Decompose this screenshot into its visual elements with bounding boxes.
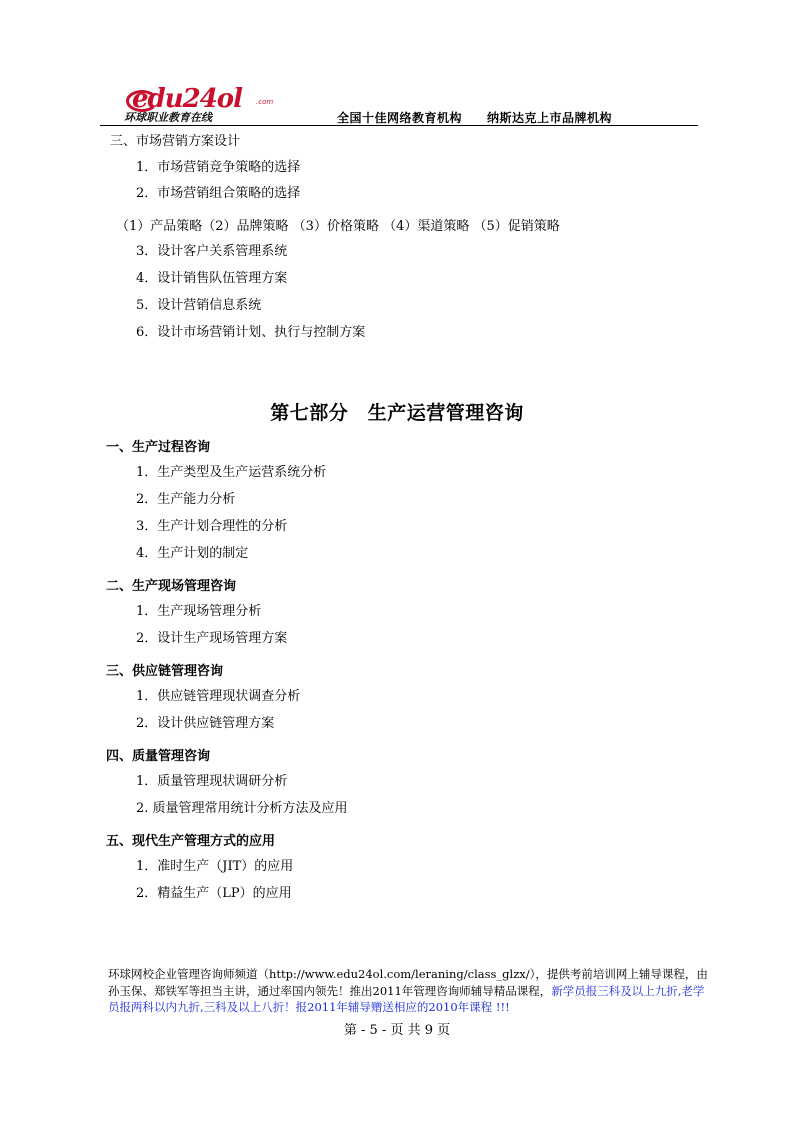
header-rule — [100, 125, 698, 126]
list-item: 2．精益生产（LP）的应用 — [136, 886, 292, 901]
logo-brand: edu24ol — [132, 84, 243, 114]
list-item: 1．生产现场管理分析 — [136, 604, 262, 619]
logo-brand-sub: .com — [256, 98, 274, 106]
list-item: 6．设计市场营销计划、执行与控制方案 — [136, 325, 366, 340]
footer-promo: 新学员报三科及以上九折,老学员报两科以内九折,三科及以上八折！报2011年辅导赠送相应的2010年课程 !!! — [108, 983, 705, 1014]
part-title: 第七部分 生产运营管理咨询 — [270, 402, 524, 424]
list-item: 4．生产计划的制定 — [136, 546, 249, 561]
list-item: 1．市场营销竞争策略的选择 — [136, 160, 301, 175]
list-item: 5．设计营销信息系统 — [136, 298, 262, 313]
page-header — [100, 84, 698, 126]
list-item: 2．设计供应链管理方案 — [136, 716, 275, 731]
section-heading: 四、质量管理咨询 — [106, 749, 211, 764]
edu24ol-logo — [124, 84, 274, 124]
list-item: 3．设计客户关系管理系统 — [136, 244, 288, 259]
footer-note — [108, 966, 708, 1016]
list-item: 4．设计销售队伍管理方案 — [136, 271, 288, 286]
list-item: 2．市场营销组合策略的选择 — [136, 186, 301, 201]
list-item: 1．生产类型及生产运营系统分析 — [136, 465, 327, 480]
list-item: 2．生产能力分析 — [136, 492, 236, 507]
section-heading: 五、现代生产管理方式的应用 — [106, 834, 276, 849]
list-item: （1）产品策略（2）品牌策略 （3）价格策略 （4）渠道策略 （5）促销策略 — [116, 219, 560, 234]
list-item: 1．供应链管理现状调查分析 — [136, 689, 301, 704]
footer-text: 环球网校企业管理咨询师频道（http://www.edu24ol.com/leraning/class_glzx/），提供考前培训网上辅导课程，由孙玉保、郑铁军等担当主讲，通过率国内领先！推出2011年管理咨询师辅导精品课程， — [108, 967, 708, 998]
list-item: 1．准时生产（JIT）的应用 — [136, 859, 294, 874]
header-slogan: 全国十佳网络教育机构 纳斯达克上市品牌机构 — [337, 111, 613, 125]
section-heading: 二、生产现场管理咨询 — [106, 579, 237, 594]
section-heading: 一、生产过程咨询 — [106, 440, 211, 455]
list-item: 2．设计生产现场管理方案 — [136, 631, 288, 646]
logo-tagline: 环球职业教育在线 — [124, 111, 212, 124]
list-item: 2. 质量管理常用统计分析方法及应用 — [136, 801, 348, 816]
page-number: 第 - 5 - 页 共 9 页 — [343, 1023, 451, 1038]
section-heading: 三、市场营销方案设计 — [110, 134, 241, 149]
list-item: 1．质量管理现状调研分析 — [136, 774, 288, 789]
list-item: 3．生产计划合理性的分析 — [136, 519, 288, 534]
section-heading: 三、供应链管理咨询 — [106, 664, 224, 679]
